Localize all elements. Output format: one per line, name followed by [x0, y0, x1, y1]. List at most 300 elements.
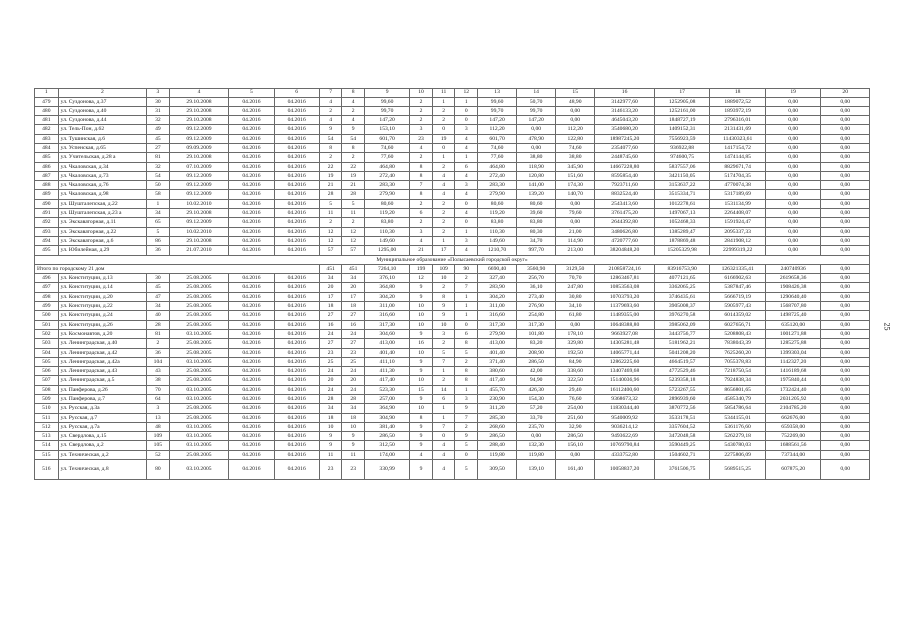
table-cell: 497	[35, 283, 59, 292]
table-cell: 1	[455, 227, 478, 236]
table-cell: ул. Чкаловская, д.73	[58, 171, 146, 180]
table-cell: 2095337,33	[710, 227, 766, 236]
table-cell: 21	[319, 181, 342, 190]
table-cell: 141,00	[517, 181, 556, 190]
table-cell: 04.2016	[229, 171, 274, 180]
table-row	[35, 143, 870, 152]
table-cell: 0,00	[556, 106, 595, 115]
table-cell: 327,40	[478, 274, 517, 283]
table-cell: 0,00	[765, 116, 821, 125]
table-cell: ул. Экскаваторная, д.6	[58, 236, 146, 245]
table-cell: 484	[35, 143, 59, 152]
table-cell: 04.2016	[229, 292, 274, 301]
table-cell: 03.10.2005	[169, 460, 229, 480]
table-cell: 14065771,44	[595, 348, 655, 357]
table-cell: 03.10.2005	[169, 422, 229, 431]
total-cell: 240740936	[765, 264, 821, 273]
table-cell: 6027656,71	[710, 320, 766, 329]
table-cell: 04.2016	[229, 227, 274, 236]
table-cell: 256,70	[517, 274, 556, 283]
table-cell: 04.2016	[274, 218, 319, 227]
table-cell: 03.10.2005	[169, 432, 229, 441]
table-cell: 11489355,00	[595, 311, 655, 320]
table-cell: 20	[319, 283, 342, 292]
table-cell: 04.2016	[274, 432, 319, 441]
table-cell: 1	[432, 413, 455, 422]
table-cell: 411,10	[365, 357, 410, 366]
table-cell: 401,40	[365, 348, 410, 357]
table-cell: 0,00	[821, 153, 870, 162]
table-cell: 486	[35, 162, 59, 171]
table-cell: 04.2016	[274, 283, 319, 292]
table-row	[35, 395, 870, 404]
table-cell: 16	[595, 89, 655, 98]
table-cell: 52	[147, 450, 170, 459]
table-cell: 12	[455, 89, 478, 98]
table-cell: 601,70	[478, 134, 517, 143]
table-cell: 04.2016	[274, 106, 319, 115]
table-cell: 7218750,54	[710, 367, 766, 376]
table-cell: 174,30	[556, 181, 595, 190]
register-table	[34, 88, 870, 480]
table-cell: 04.2016	[229, 274, 274, 283]
table-row	[35, 227, 870, 236]
table-cell: 29.10.2008	[169, 236, 229, 245]
table-cell: 9368673,32	[595, 395, 655, 404]
table-cell: 12	[342, 227, 365, 236]
table-cell: 110,30	[478, 227, 517, 236]
table-cell: 2	[432, 376, 455, 385]
table-cell: 77,60	[478, 153, 517, 162]
table-cell: 11	[319, 209, 342, 218]
table-cell: 10.02.2010	[169, 199, 229, 208]
table-row	[35, 357, 870, 366]
table-cell: 3	[410, 227, 433, 236]
table-cell: 65	[147, 218, 170, 227]
table-cell: 28	[319, 190, 342, 199]
table-cell: 28	[342, 395, 365, 404]
table-cell: 04.2016	[229, 143, 274, 152]
table-cell: 6	[432, 395, 455, 404]
table-cell: 110,30	[365, 227, 410, 236]
table-cell: ул. Конституции, д.22	[58, 302, 146, 311]
table-cell: 04.2016	[229, 450, 274, 459]
table-cell: 04.2016	[229, 376, 274, 385]
table-cell: 21	[410, 246, 433, 255]
table-cell: 2	[432, 209, 455, 218]
table-cell: 1142327,20	[765, 357, 821, 366]
table-cell: 4	[410, 143, 433, 152]
table-cell: 1	[455, 97, 478, 106]
table-cell: 11379693,60	[595, 302, 655, 311]
table-cell: 4	[432, 460, 455, 480]
table-cell: 23	[319, 460, 342, 480]
table-cell: 120,80	[517, 171, 556, 180]
table-cell: 10	[342, 422, 365, 431]
table-cell: ул. Суздонова, д.44	[58, 116, 146, 125]
table-cell: 04.2016	[274, 199, 319, 208]
table-cell: 489	[35, 190, 59, 199]
table-cell: 04.2016	[274, 339, 319, 348]
table-cell: 04.2016	[274, 116, 319, 125]
table-cell: 99,60	[365, 97, 410, 106]
table-row	[35, 367, 870, 376]
table-cell: 19	[342, 171, 365, 180]
table-cell: 411,30	[365, 367, 410, 376]
table-cell: 03.10.2005	[169, 441, 229, 450]
table-cell: 42,00	[517, 367, 556, 376]
table-cell: 04.2016	[274, 395, 319, 404]
table-cell: 499	[35, 302, 59, 311]
table-cell: 04.2016	[229, 432, 274, 441]
table-cell: 338,60	[556, 367, 595, 376]
table-cell: 04.2016	[274, 171, 319, 180]
table-cell: 17	[654, 89, 710, 98]
table-cell: 7838043,39	[710, 339, 766, 348]
table-cell: 20	[342, 376, 365, 385]
table-cell: 309,50	[478, 460, 517, 480]
table-cell: 380,60	[478, 367, 517, 376]
table-cell: 1385289,47	[654, 227, 710, 236]
table-cell: 29.10.2008	[169, 97, 229, 106]
table-cell: 10853563,08	[595, 283, 655, 292]
table-cell: 25.08.2005	[169, 404, 229, 413]
table-cell: 32,90	[556, 422, 595, 431]
table-row	[35, 116, 870, 125]
table-cell: 286,50	[556, 432, 595, 441]
table-row	[35, 385, 870, 394]
table-cell: 0,00	[821, 218, 870, 227]
table-cell: 10	[432, 274, 455, 283]
table-row	[35, 432, 870, 441]
table-cell: 504	[35, 348, 59, 357]
table-cell: 0,00	[556, 450, 595, 459]
table-cell: 0	[455, 320, 478, 329]
table-cell: 0,00	[821, 134, 870, 143]
table-cell: 04.2016	[274, 274, 319, 283]
table-cell: 5689515,25	[710, 460, 766, 480]
table-cell: 317,30	[517, 320, 556, 329]
table-cell: 286,50	[478, 432, 517, 441]
table-cell: 0,00	[556, 320, 595, 329]
table-cell: 80,60	[478, 199, 517, 208]
table-cell: 0,00	[821, 376, 870, 385]
table-cell: 9	[319, 432, 342, 441]
total-label: Итого по городскому 21 дом	[35, 264, 320, 273]
table-cell: 0,00	[556, 218, 595, 227]
table-cell: 503	[35, 339, 59, 348]
table-cell: 27	[319, 311, 342, 320]
table-cell: 1295,00	[365, 246, 410, 255]
table-cell: 0,00	[765, 125, 821, 134]
table-cell: 5208808,43	[710, 329, 766, 338]
table-cell: 27	[342, 311, 365, 320]
table-cell: 27	[342, 339, 365, 348]
table-cell: 483	[35, 134, 59, 143]
table-cell: 2896939,60	[654, 395, 710, 404]
table-cell: 1504602,71	[654, 450, 710, 459]
table-cell: 04.2016	[274, 348, 319, 357]
table-cell: 04.2016	[274, 441, 319, 450]
table-cell: 3480626,80	[595, 227, 655, 236]
table-cell: 119,80	[478, 450, 517, 459]
table-cell: 27	[147, 143, 170, 152]
table-cell: 4077121,65	[654, 274, 710, 283]
table-cell: 04.2016	[229, 441, 274, 450]
table-cell: 0	[455, 199, 478, 208]
table-cell: 5	[229, 89, 274, 98]
table-row	[35, 422, 870, 431]
table-cell: 5837557,06	[654, 162, 710, 171]
table-cell: 317,30	[478, 320, 517, 329]
table-cell: 04.2016	[274, 357, 319, 366]
table-cell: 752269,00	[765, 432, 821, 441]
table-cell: 10648388,80	[595, 320, 655, 329]
table-cell: 417,40	[478, 376, 517, 385]
table-cell: 1399303,04	[765, 348, 821, 357]
table-cell: 101,80	[517, 329, 556, 338]
table-cell: 18	[319, 302, 342, 311]
table-cell: 3540680,20	[595, 125, 655, 134]
table-cell: 2	[410, 97, 433, 106]
table-cell: 11830344,40	[595, 404, 655, 413]
table-cell: 119,80	[517, 450, 556, 459]
table-cell: ул. Тушинская, д.6	[58, 134, 146, 143]
table-cell: 498	[35, 292, 59, 301]
table-cell: 9663927,08	[595, 329, 655, 338]
table-cell: 25.08.2005	[169, 292, 229, 301]
table-cell: 03.10.2005	[169, 395, 229, 404]
table-cell: 371,40	[478, 357, 517, 366]
table-cell: 0,00	[821, 283, 870, 292]
table-cell: ул. Техническая, д.2	[58, 450, 146, 459]
table-cell: 80,60	[517, 199, 556, 208]
table-cell: 3985062,09	[654, 320, 710, 329]
table-cell: 276,90	[517, 302, 556, 311]
table-cell: 4585340,79	[710, 395, 766, 404]
table-cell: 7	[432, 357, 455, 366]
table-cell: 501	[35, 320, 59, 329]
table-row	[35, 162, 870, 171]
table-cell: 9	[410, 441, 433, 450]
table-row	[35, 413, 870, 422]
table-cell: 2275806,09	[710, 450, 766, 459]
table-cell: 507	[35, 376, 59, 385]
table-cell: 178,10	[556, 329, 595, 338]
table-cell: 45	[147, 283, 170, 292]
table-cell: 139,20	[517, 190, 556, 199]
table-cell: 3533178,51	[654, 413, 710, 422]
table-cell: 9	[342, 441, 365, 450]
table-cell: 29,40	[556, 385, 595, 394]
table-cell: 9	[319, 125, 342, 134]
table-cell: ул. Космонавтов, д.20	[58, 329, 146, 338]
table-cell: 04.2016	[229, 422, 274, 431]
table-cell: 272,40	[478, 171, 517, 180]
table-cell: 516	[35, 460, 59, 480]
table-cell: 1531134,99	[710, 199, 766, 208]
table-cell: 1052468,33	[654, 218, 710, 227]
table-cell: 104	[147, 357, 170, 366]
table-cell: 1	[147, 199, 170, 208]
table-cell: 1498725,40	[765, 311, 821, 320]
table-cell: 0,00	[765, 143, 821, 152]
table-cell: 4645043,20	[595, 116, 655, 125]
table-cell: 29.10.2008	[169, 106, 229, 115]
table-cell: 74,60	[365, 143, 410, 152]
table-cell: 2	[319, 153, 342, 162]
table-cell: 192,50	[556, 348, 595, 357]
table-cell: 2031205,92	[765, 395, 821, 404]
table-cell: 18	[319, 413, 342, 422]
table-cell: 04.2016	[229, 348, 274, 357]
table-cell: 2841908,12	[710, 236, 766, 245]
table-cell: 1848727,19	[654, 116, 710, 125]
table-cell: 8	[455, 376, 478, 385]
table-cell: 38,80	[556, 153, 595, 162]
table-cell: 8	[319, 143, 342, 152]
total-cell: 0,00	[821, 264, 870, 273]
table-cell: ул. Панферова, д.7	[58, 395, 146, 404]
table-cell: 1908426,38	[765, 283, 821, 292]
table-cell: 0,00	[556, 116, 595, 125]
table-cell: 48	[147, 422, 170, 431]
table-row	[35, 199, 870, 208]
table-cell: 251,60	[556, 413, 595, 422]
table-cell: 57,20	[517, 404, 556, 413]
table-cell: 03.10.2005	[169, 385, 229, 394]
table-cell: 1	[455, 302, 478, 311]
table-cell: 0	[455, 116, 478, 125]
table-cell: 1	[432, 97, 455, 106]
table-row	[35, 441, 870, 450]
table-cell: 4772529,46	[654, 367, 710, 376]
table-cell: 5905977,43	[710, 302, 766, 311]
table-cell: 48,90	[556, 97, 595, 106]
table-cell: 488	[35, 181, 59, 190]
table-cell: 09.12.2009	[169, 181, 229, 190]
table-cell: 0,00	[821, 246, 870, 255]
table-cell: 5	[455, 441, 478, 450]
table-cell: 3515334,71	[654, 190, 710, 199]
table-cell: 279,90	[478, 329, 517, 338]
table-cell: 496	[35, 274, 59, 283]
table-cell: 2	[342, 153, 365, 162]
table-cell: 04.2016	[229, 125, 274, 134]
table-cell: 15205329,98	[654, 246, 710, 255]
table-cell: 21	[342, 181, 365, 190]
table-cell: 1591924,47	[710, 218, 766, 227]
table-cell: 311,00	[365, 302, 410, 311]
header-row	[35, 89, 870, 98]
table-cell: 21,00	[556, 227, 595, 236]
table-cell: 156,10	[556, 441, 595, 450]
table-cell: 8829671,74	[710, 162, 766, 171]
table-cell: 11	[319, 450, 342, 459]
table-cell: 40	[147, 311, 170, 320]
table-cell: 5361176,60	[710, 422, 766, 431]
table-cell: 04.2016	[229, 116, 274, 125]
table-cell: 304,90	[365, 413, 410, 422]
table-cell: 381,40	[365, 422, 410, 431]
table-cell: 25.08.2005	[169, 320, 229, 329]
table-cell: 8	[410, 162, 433, 171]
table-cell: 6014359,02	[710, 311, 766, 320]
table-cell: 3746435,61	[654, 292, 710, 301]
table-cell: 83,80	[478, 218, 517, 227]
table-cell: 1	[455, 385, 478, 394]
table-cell: 4	[455, 143, 478, 152]
table-cell: 58	[147, 190, 170, 199]
table-cell: 413,00	[365, 339, 410, 348]
table-cell: 04.2016	[229, 404, 274, 413]
table-cell: 5239358,18	[654, 376, 710, 385]
table-row	[35, 450, 870, 459]
table-cell: 0,00	[821, 227, 870, 236]
table-cell: 0,00	[821, 395, 870, 404]
table-cell: 9540009,92	[595, 413, 655, 422]
table-cell: 94,90	[517, 376, 556, 385]
table-cell: ул. Ленинградская, д.5	[58, 376, 146, 385]
table-cell: 4	[455, 246, 478, 255]
table-cell: 122,80	[556, 134, 595, 143]
table-cell: 86	[147, 236, 170, 245]
table-cell: 2	[342, 106, 365, 115]
table-cell: 0,00	[821, 413, 870, 422]
table-cell: 09.12.2009	[169, 125, 229, 134]
table-cell: 257,00	[365, 395, 410, 404]
table-cell: 24	[342, 329, 365, 338]
table-cell: ул. Свердлова, д.15	[58, 432, 146, 441]
table-cell: 279,90	[365, 190, 410, 199]
table-cell: 25	[319, 357, 342, 366]
table-cell: 0,00	[821, 199, 870, 208]
table-cell: ул. Учительская, д.28 а	[58, 153, 146, 162]
table-cell: 5317189,69	[710, 190, 766, 199]
table-cell: 15	[556, 89, 595, 98]
table-cell: 25	[342, 357, 365, 366]
table-cell: 1	[432, 236, 455, 245]
table-cell: 601,70	[365, 134, 410, 143]
table-cell: 493	[35, 227, 59, 236]
table-cell: 1001271,88	[765, 329, 821, 338]
table-cell: ул. Шушталепская, д.22	[58, 199, 146, 208]
table-cell: 04.2016	[274, 97, 319, 106]
table-cell: 28	[147, 320, 170, 329]
table-cell: 0,00	[821, 190, 870, 199]
table-cell: 34	[147, 302, 170, 311]
table-cell: 3	[455, 236, 478, 245]
table-cell: ул. Юбилейная, д.29	[58, 246, 146, 255]
table-cell: 4	[432, 181, 455, 190]
table-cell: 11430323,61	[710, 134, 766, 143]
total-cell: 199	[410, 264, 433, 273]
table-cell: 114,90	[556, 236, 595, 245]
table-cell: 12	[319, 227, 342, 236]
table-cell: 30	[147, 97, 170, 106]
table-cell: 04.2016	[229, 413, 274, 422]
total-cell: 7264,10	[365, 264, 410, 273]
table-cell: 7	[455, 413, 478, 422]
table-cell: ул. Конституции, д.13	[58, 274, 146, 283]
table-cell: 8	[410, 190, 433, 199]
table-cell: 29.10.2008	[169, 153, 229, 162]
table-cell: 04.2016	[274, 236, 319, 245]
table-cell: 04.2016	[229, 190, 274, 199]
table-cell: 7625260,20	[710, 348, 766, 357]
table-cell: 2131431,69	[710, 125, 766, 134]
table-row	[35, 283, 870, 292]
